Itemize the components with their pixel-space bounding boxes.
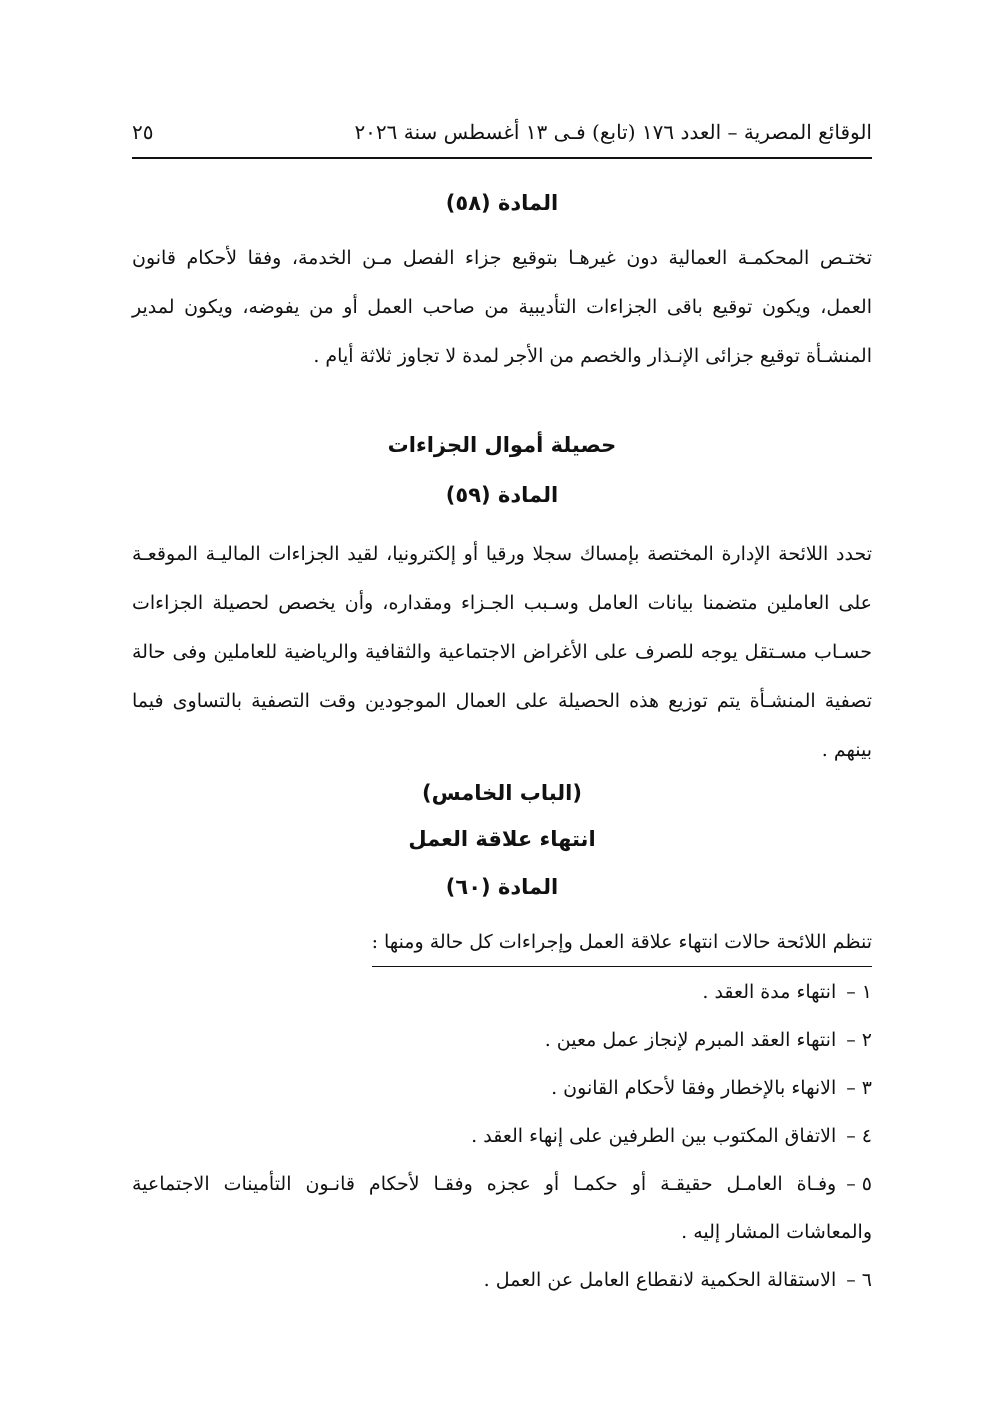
- list-item: [132, 1160, 872, 1256]
- list-item-text: وفـاة العامـل حقيقـة أو حكمـا أو عجزه وفقـا لأحكام قانـون التأمينات الاجتماعية والمعاشات المشار إليه .: [132, 1173, 872, 1243]
- article-60-heading: المادة (٦٠): [445, 875, 559, 899]
- running-header: [132, 112, 872, 152]
- list-item-text: الانهاء بالإخطار وفقا لأحكام القانون .: [551, 1077, 837, 1099]
- list-item: [132, 968, 872, 1016]
- header-rule: [132, 157, 872, 159]
- article-59-heading: المادة (٥٩): [445, 483, 559, 507]
- list-item: [132, 1064, 872, 1112]
- list-item: [132, 1256, 872, 1304]
- list-item-number: ١ –: [846, 981, 872, 1003]
- list-item-text: الاتفاق المكتوب بين الطرفين على إنهاء العقد .: [471, 1125, 837, 1147]
- list-item-number: ٥ –: [846, 1173, 872, 1195]
- article-60-intro: تنظم اللائحة حالات انتهاء علاقة العمل وإجراءات كل حالة ومنها :: [372, 920, 872, 967]
- list-item-text: انتهاء العقد المبرم لإنجاز عمل معين .: [544, 1029, 837, 1051]
- section-title: حصيلة أموال الجزاءات: [387, 433, 617, 457]
- article-59-text: تحدد اللائحة الإدارة المختصة بإمساك سجلا ورقيا أو إلكترونيا، لقيد الجزاءات الماليـة الموقعـة على العاملين متضمنا بيانات العامل وسـبب الجـزاء ومقداره، وأن يخصص لحصيلة الجزاءات حسـاب مسـتقل يوجه للصرف على الأغراض الاجتماعية والثقافية والرياضية للعاملين وفى حالة تصفية المنشـأة يتم توزيع هذه الحصيلة على العمال الموجودين وقت التصفية بالتساوى فيما بينهم .: [132, 543, 872, 761]
- list-item-number: ٤ –: [846, 1125, 872, 1147]
- list-item: [132, 1016, 872, 1064]
- chapter-label: (الباب الخامس): [422, 781, 582, 805]
- list-item-number: ٦ –: [846, 1269, 872, 1291]
- list-item-number: ٢ –: [846, 1029, 872, 1051]
- header-title: الوقائع المصرية – العدد ١٧٦ (تابع) فـى ١٣ أغسطس سنة ٢٠٢٦: [354, 120, 872, 144]
- list-item: [132, 1112, 872, 1160]
- list-item-text: الاستقالة الحكمية لانقطاع العامل عن العمل .: [483, 1269, 837, 1291]
- article-58-text: تختـص المحكمـة العمالية دون غيرهـا بتوقيع جزاء الفصل مـن الخدمة، وفقا لأحكام قانون العمل، ويكون توقيع باقى الجزاءات التأديبية من صاحب العمل أو من يفوضه، ويكون لمدير المنشـأة توقيع جزائى الإنـذار والخصم من الأجر لمدة لا تجاوز ثلاثة أيام .: [132, 247, 872, 367]
- document-page: [132, 0, 872, 1418]
- termination-cases-list: [132, 968, 872, 1304]
- chapter-title: انتهاء علاقة العمل: [408, 827, 596, 851]
- page-number: ٢٥: [132, 120, 154, 144]
- article-58-heading: المادة (٥٨): [445, 191, 559, 215]
- list-item-number: ٣ –: [846, 1077, 872, 1099]
- list-item-text: انتهاء مدة العقد .: [702, 981, 837, 1003]
